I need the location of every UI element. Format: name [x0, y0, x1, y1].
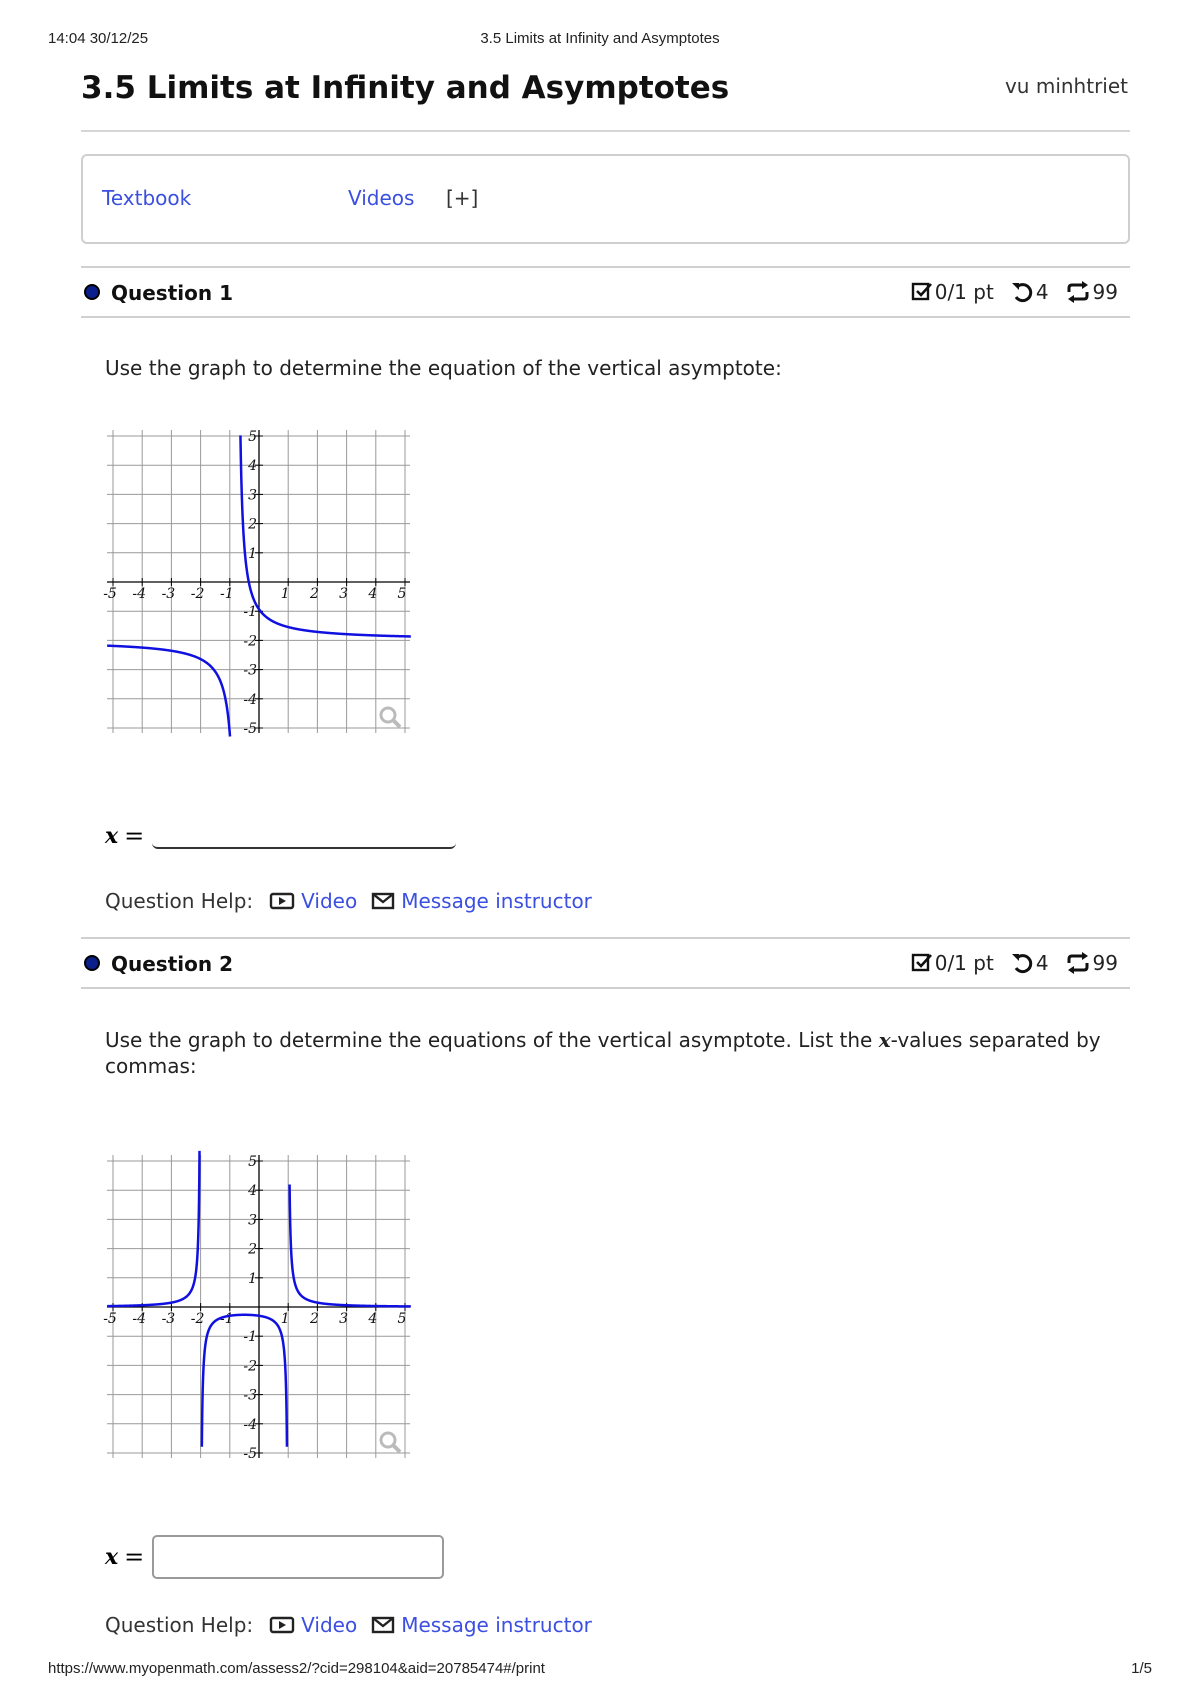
question-1-video-link[interactable]	[269, 889, 357, 913]
undo-icon	[1010, 952, 1034, 974]
page-title: 3.5 Limits at Infinity and Asymptotes	[81, 70, 730, 106]
x-tick-label: 4	[368, 1311, 378, 1327]
question-1-score: 0/1 pt	[934, 280, 994, 304]
retry-icon	[1065, 951, 1091, 975]
retry-icon	[1065, 280, 1091, 304]
x-tick-label: -4	[132, 1311, 147, 1327]
question-2-title: Question 2	[111, 952, 233, 976]
y-tick-label: -1	[243, 1329, 257, 1346]
print-page-number: 1/5	[1131, 1660, 1152, 1677]
x-tick-label: 1	[280, 1311, 290, 1327]
question-2-meta	[911, 951, 1118, 975]
question-2-header	[81, 937, 1130, 989]
y-tick-label: -5	[243, 721, 257, 737]
x-tick-label: -1	[219, 1311, 234, 1327]
x-tick-label: 1	[280, 586, 290, 602]
x-tick-label: -2	[190, 1311, 205, 1327]
question-1-answer-input[interactable]	[152, 823, 456, 849]
undo-icon	[1010, 281, 1034, 303]
print-url: https://www.myopenmath.com/assess2/?cid=298104&aid=20785474#/print	[48, 1660, 545, 1677]
y-tick-label: 5	[248, 429, 257, 445]
question-2-answer-row	[105, 1535, 444, 1579]
question-2-help	[105, 1613, 606, 1637]
graph-curve	[290, 1185, 411, 1307]
y-tick-label: 2	[248, 1241, 257, 1258]
checkbox-icon	[911, 952, 933, 974]
question-1-prompt: Use the graph to determine the equation of the vertical asymptote:	[105, 356, 782, 380]
question-1-attempts: 4	[1035, 280, 1049, 304]
video-link-label: Video	[301, 889, 358, 913]
question-2-prompt-variable: x	[878, 1028, 891, 1052]
question-2-equals: =	[124, 1543, 145, 1571]
graph-curve	[107, 1151, 199, 1306]
question-1-regens: 99	[1092, 280, 1118, 304]
question-2-message-link[interactable]	[371, 1613, 592, 1637]
print-title: 3.5 Limits at Infinity and Asymptotes	[480, 30, 720, 47]
x-tick-label: -3	[161, 586, 176, 602]
y-tick-label: -4	[243, 1416, 257, 1433]
question-1-message-link[interactable]	[371, 889, 592, 913]
question-2-attempts: 4	[1035, 951, 1049, 975]
x-tick-label: 5	[397, 586, 407, 602]
y-tick-label: 3	[248, 1212, 257, 1229]
y-tick-label: 3	[248, 487, 257, 504]
y-tick-label: 5	[248, 1154, 257, 1170]
print-header	[0, 30, 1200, 50]
x-tick-label: 5	[397, 1311, 407, 1327]
question-help-label: Question Help:	[105, 1613, 254, 1637]
magnifier-icon[interactable]	[381, 708, 400, 727]
question-1-answer-row	[105, 822, 456, 850]
question-2-regens: 99	[1092, 951, 1118, 975]
status-dot-icon	[84, 284, 100, 300]
magnifier-icon[interactable]	[381, 1433, 400, 1452]
y-tick-label: -2	[243, 633, 257, 650]
x-tick-label: 3	[339, 1311, 349, 1327]
y-tick-label: -5	[243, 1446, 257, 1462]
question-2-video-link[interactable]	[269, 1613, 357, 1637]
x-tick-label: 3	[339, 586, 349, 602]
envelope-icon	[371, 891, 395, 911]
print-datetime: 14:04 30/12/25	[48, 30, 149, 47]
message-link-label: Message instructor	[401, 1613, 592, 1637]
x-tick-label: -5	[103, 1311, 117, 1327]
print-footer	[0, 1660, 1200, 1680]
envelope-icon	[371, 1615, 395, 1635]
graph-curve	[107, 646, 230, 737]
y-tick-label: 4	[248, 1183, 257, 1200]
y-tick-label: -3	[243, 1387, 257, 1404]
video-link-label: Video	[301, 1613, 358, 1637]
textbook-link[interactable]: Textbook	[102, 186, 192, 210]
question-2-score: 0/1 pt	[934, 951, 994, 975]
x-tick-label: -1	[219, 586, 234, 602]
question-1-title: Question 1	[111, 281, 233, 305]
question-2-prompt-end: -values separated by commas:	[105, 1028, 1101, 1078]
title-divider	[81, 130, 1130, 132]
x-tick-label: -3	[161, 1311, 176, 1327]
question-1-variable: x	[105, 823, 119, 849]
question-2-graph[interactable]	[105, 1153, 412, 1460]
question-1-graph[interactable]	[105, 428, 412, 735]
message-link-label: Message instructor	[401, 889, 592, 913]
y-tick-label: 2	[248, 516, 257, 533]
x-tick-label: 2	[309, 1311, 319, 1327]
video-icon	[269, 1615, 295, 1635]
y-tick-label: -3	[243, 662, 257, 679]
y-tick-label: 4	[248, 458, 257, 475]
x-tick-label: -4	[132, 586, 147, 602]
y-tick-label: 1	[248, 545, 257, 562]
x-tick-label: 4	[368, 586, 378, 602]
question-help-label: Question Help:	[105, 889, 254, 913]
videos-link[interactable]: Videos	[348, 186, 415, 210]
expand-resources-toggle[interactable]: [+]	[446, 186, 479, 210]
y-tick-label: 1	[248, 1270, 257, 1287]
video-icon	[269, 891, 295, 911]
x-tick-label: 2	[309, 586, 319, 602]
status-dot-icon	[84, 955, 100, 971]
resources-panel	[81, 154, 1130, 244]
checkbox-icon	[911, 281, 933, 303]
question-1-meta	[911, 280, 1118, 304]
question-1-help	[105, 889, 606, 913]
y-tick-label: -2	[243, 1358, 257, 1375]
y-tick-label: -1	[243, 604, 257, 621]
question-1-equals: =	[124, 822, 145, 850]
question-2-prompt	[105, 1027, 1115, 1079]
question-2-prompt-start: Use the graph to determine the equations of the vertical asymptote. List the	[105, 1028, 879, 1052]
question-1-header	[81, 266, 1130, 318]
user-name: vu minhtriet	[1004, 74, 1128, 98]
question-2-variable: x	[105, 1544, 119, 1570]
x-tick-label: -2	[190, 586, 205, 602]
question-2-answer-input[interactable]	[152, 1535, 444, 1579]
x-tick-label: -5	[103, 586, 117, 602]
y-tick-label: -4	[243, 691, 257, 708]
